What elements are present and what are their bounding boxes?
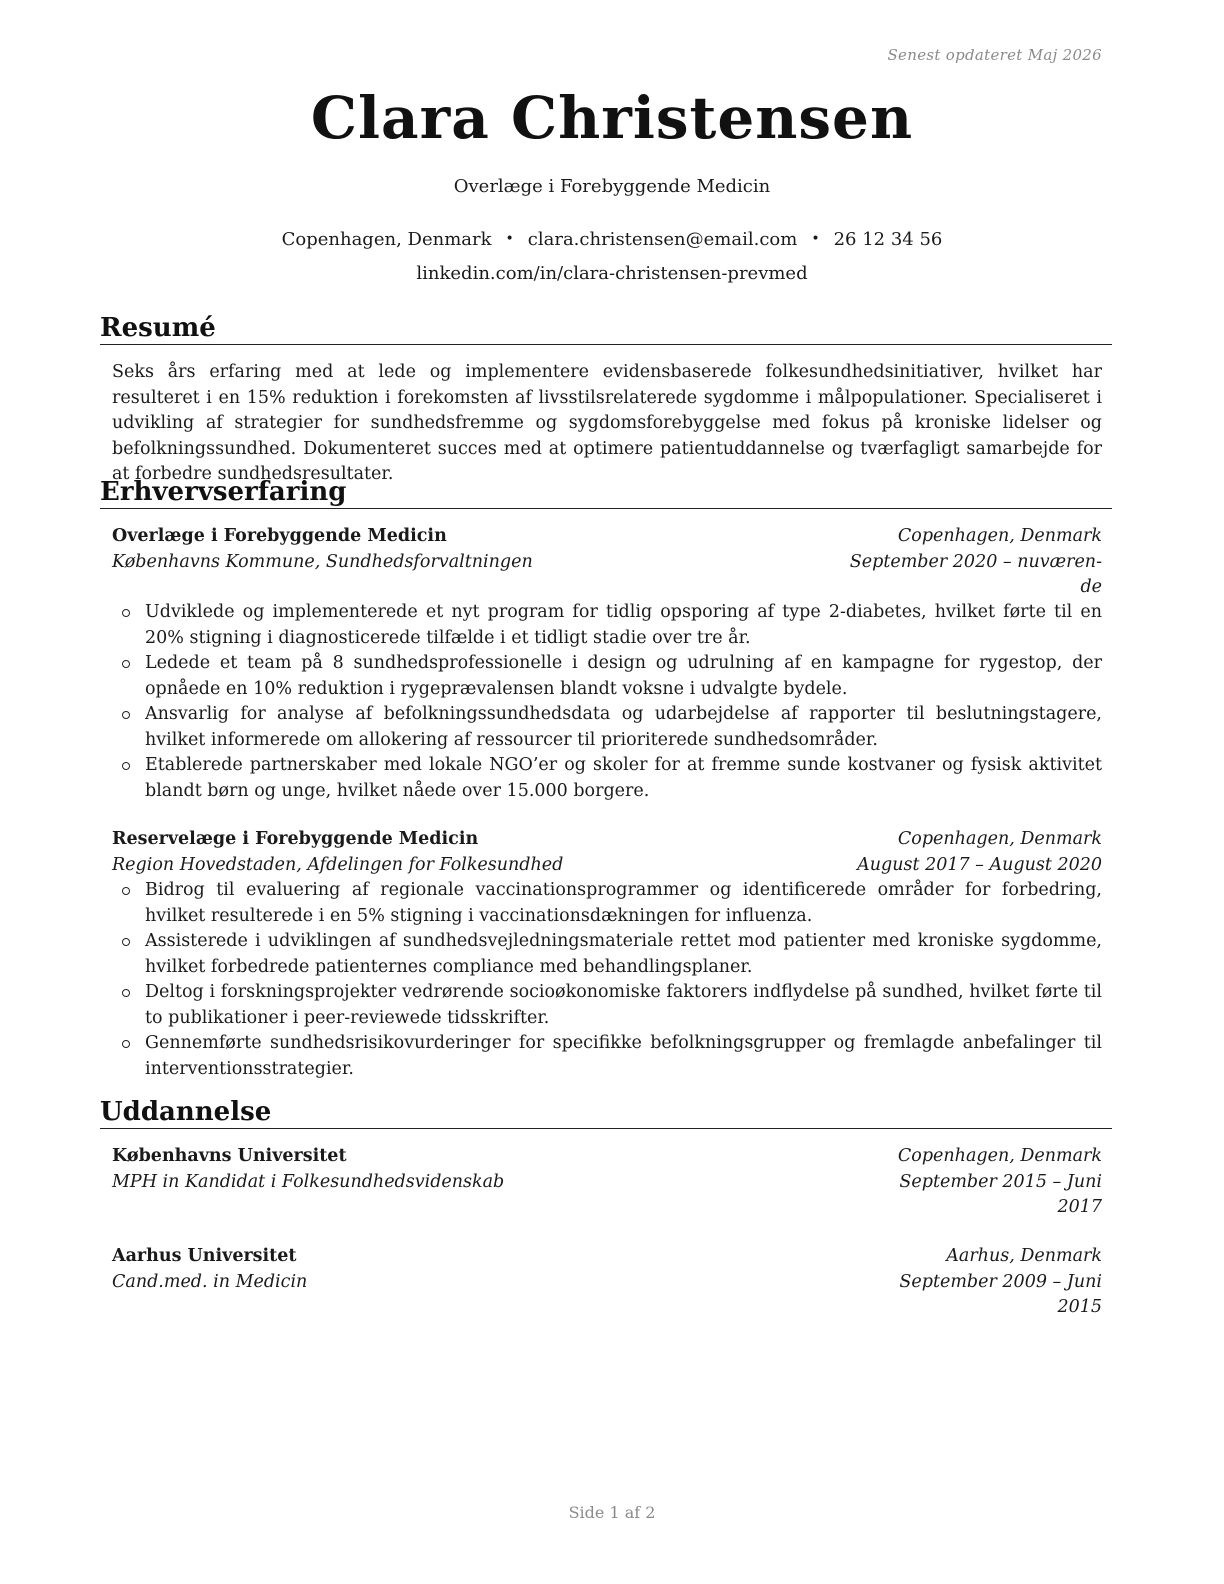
education-dates-continued: 2015 [1057, 1297, 1102, 1317]
candidate-title: Overlæge i Forebyggende Medicin [453, 176, 771, 197]
list-item: Etablerede partnerskaber med lokale NGO’er og skoler for at fremme sunde kostvaner og fysisk aktivitet blandt børn og unge, hvilket nåede over 15.000 borgere. [112, 753, 1102, 804]
job-entry-header [112, 827, 1102, 878]
bullet-circle-icon [122, 762, 130, 770]
contact-line [0, 229, 1224, 250]
school-name: Københavns Universitet [112, 1146, 347, 1166]
education-dates-continued: 2017 [1057, 1197, 1102, 1217]
job-dates-continued: de [1080, 577, 1102, 597]
bullet-circle-icon [122, 887, 130, 895]
bullet-circle-icon [122, 989, 130, 997]
bullet-circle-icon [122, 609, 130, 617]
education-entry [112, 1244, 1102, 1320]
job-bullet-list [112, 600, 1102, 804]
list-item: Ansvarlig for analyse af befolkningssundhedsdata og udarbejdelse af rapporter til beslutningstagere, hvilket informerede om allokering af ressourcer til prioriterede sundhedsområder. [112, 702, 1102, 753]
list-item: Udviklede og implementerede et nyt program for tidlig opsporing af type 2-diabetes, hvilket førte til en 20% stigning i diagnosticerede tilfælde i et tidligt stadie over tre år. [112, 600, 1102, 651]
page-number: Side 1 af 2 [568, 1503, 656, 1522]
degree: Cand.med. in Medicin [112, 1271, 308, 1292]
bullet-circle-icon [122, 938, 130, 946]
separator-dot: • [505, 231, 514, 247]
job-organization: Københavns Kommune, Sundhedsforvaltningen [112, 551, 533, 572]
job-organization: Region Hovedstaden, Afdelingen for Folkesundhed [112, 854, 564, 875]
section-heading-summary: Resumé [100, 312, 1112, 345]
list-item: Gennemførte sundhedsrisikovurderinger for specifikke befolkningsgrupper og fremlagde anbefalinger til interventionsstrategier. [112, 1031, 1102, 1082]
degree: MPH in Kandidat i Folkesundhedsvidenskab [112, 1171, 505, 1192]
list-item: Ledede et team på 8 sundhedsprofessionelle i design og udrulning af en kampagne for rygestop, der opnåede en 10% reduktion i rygeprævalensen blandt voksne i udvalgte bydele. [112, 651, 1102, 702]
job-dates: August 2017 – August 2020 [857, 854, 1102, 875]
candidate-name: Clara Christensen [310, 84, 914, 152]
list-item: Assisterede i udviklingen af sundhedsvejledningsmateriale rettet mod patienter med kroniske sygdomme, hvilket forbedrede patienternes compliance med behandlingsplaner. [112, 929, 1102, 980]
education-dates: September 2015 – Juni [899, 1171, 1102, 1192]
school-location: Aarhus, Denmark [946, 1246, 1102, 1266]
contact-location: Copenhagen, Denmark [281, 229, 492, 250]
list-item: Bidrog til evaluering af regionale vaccinationsprogrammer og identificerede områder for forbedring, hvilket resulterede i en 5% stigning i vaccinationsdækningen for influenza. [112, 878, 1102, 929]
summary-text: Seks års erfaring med at lede og implementere evidensbaserede folkesundhedsinitiativer, hvilket har resulteret i en 15% reduktion i forekomsten af livsstilsrelaterede sygdomme i målpopulationer. Specialiseret i udvikling af strategier for sundhedsfremme og sygdomsforebyggelse med fokus på kroniske lidelser og befolkningssundhed. Dokumenteret succes med at optimere patientuddannelse og tværfagligt samarbejde for at forbedre sundhedsresultater. [112, 362, 1102, 484]
section-heading-education: Uddannelse [100, 1096, 1112, 1129]
contact-phone: 26 12 34 56 [833, 229, 943, 250]
contact-email[interactable]: clara.christensen@email.com [527, 229, 798, 250]
last-updated: Senest opdateret Maj 2026 [887, 46, 1102, 64]
job-location: Copenhagen, Denmark [897, 829, 1102, 849]
job-entry-header [112, 524, 1102, 600]
school-name: Aarhus Universitet [112, 1246, 297, 1266]
job-role: Overlæge i Forebyggende Medicin [112, 526, 447, 546]
job-bullet-list [112, 878, 1102, 1082]
education-entry [112, 1144, 1102, 1220]
bullet-circle-icon [122, 1040, 130, 1048]
job-role: Reservelæge i Forebyggende Medicin [112, 829, 479, 849]
bullet-circle-icon [122, 660, 130, 668]
school-location: Copenhagen, Denmark [897, 1146, 1102, 1166]
list-item: Deltog i forskningsprojekter vedrørende socioøkonomiske faktorers indflydelse på sundhed, hvilket førte til to publikationer i peer-reviewede tidsskrifter. [112, 980, 1102, 1031]
section-heading-experience: Erhvervserfaring [100, 476, 1112, 509]
education-dates: September 2009 – Juni [899, 1271, 1102, 1292]
contact-linkedin[interactable]: linkedin.com/in/clara-christensen-prevmed [416, 263, 808, 284]
bullet-circle-icon [122, 711, 130, 719]
job-location: Copenhagen, Denmark [897, 526, 1102, 546]
separator-dot: • [811, 231, 820, 247]
job-dates: September 2020 – nuværen- [849, 551, 1102, 572]
